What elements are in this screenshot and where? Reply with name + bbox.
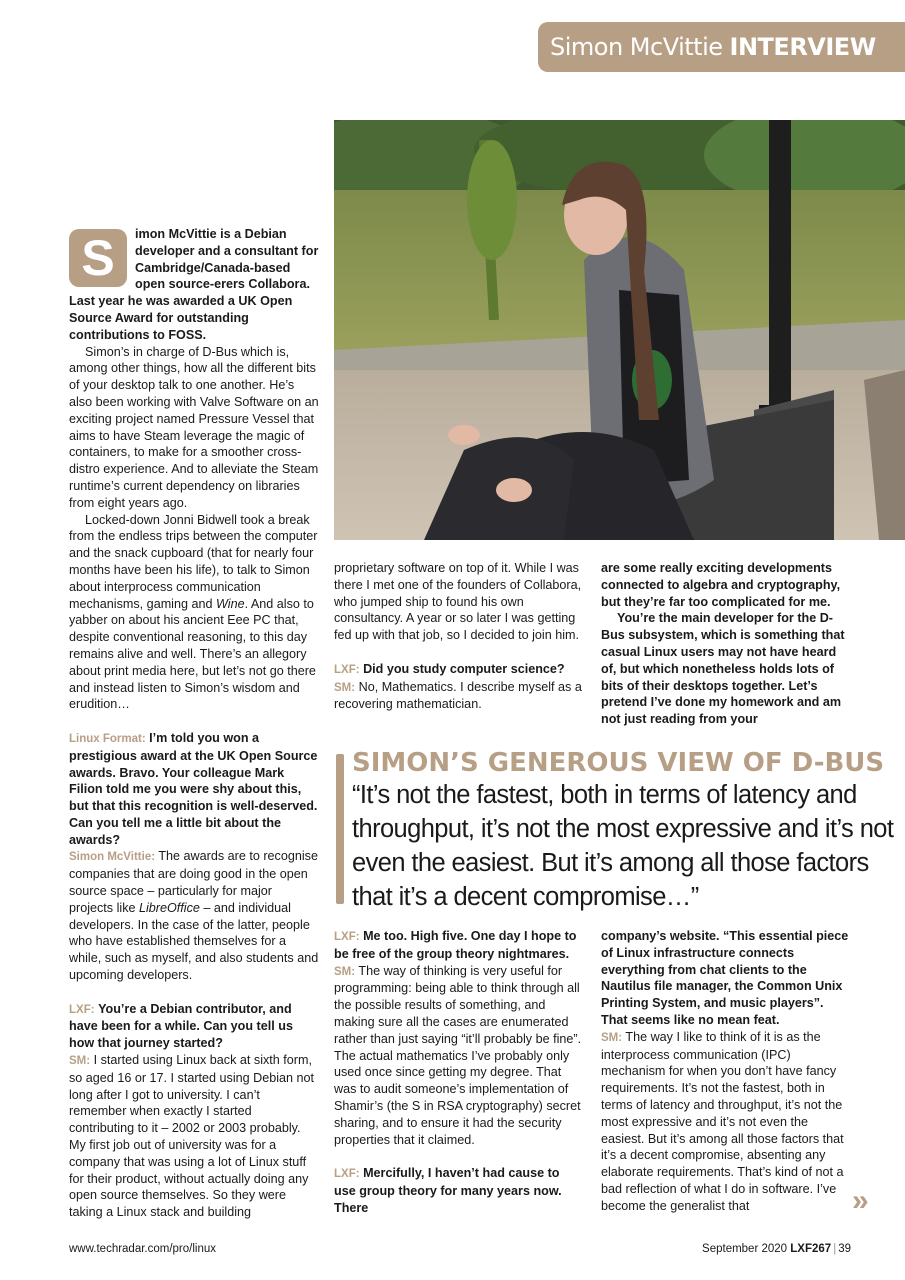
header-name: Simon McVittie: [550, 33, 723, 61]
question-group-theory: LXF: Me too. High five. One day I hope to be free of the group theory nightmares.: [334, 929, 577, 961]
column-2-top: [334, 560, 584, 713]
answer-awards: Simon McVittie: The awards are to recognise companies that are doing good in the open source space – particularly for major projects like LibreOffice – and individual developers. In the case of the latter, people who have established themselves for a while, such as myself, and also students and upcoming developers.: [69, 849, 319, 983]
section-header: [538, 22, 905, 72]
col2-continuation: proprietary software on top of it. While I was there I met one of the founders of Collabora, who jumped ship to found his own consultancy. A year or so later I was getting fed up with that job, so I decided to join him.: [334, 561, 582, 643]
column-2-bottom: [334, 928, 584, 1217]
answer-group-theory: SM: The way of thinking is very useful for programming: being able to think through all the possible results of something, and making sure all the cases are enumerated rather than just saying “it’ll probably be fine”. The actual mathematics I’ve probably only used once since getting my degree. That was to audit someone’s implementation of Shamir’s (the S in RSA cryptography) secret sharing, and to ensure it had the security properties that it claimed.: [334, 963, 582, 1147]
intro-paragraph-2: Simon’s in charge of D-Bus which is, among other things, how all the different bits of your desktop talk to one another. He’s also been working with Valve Software on an exciting project named Pressure Vessel that aims to have Steam leverage the magic of containers, to make for a smoother cross-distro experience. And to alleviate the Steam runtime’s current dependency on libraries from eight years ago.: [69, 344, 319, 510]
question-cs: LXF: Did you study computer science?: [334, 661, 565, 676]
answer-debian: SM: I started using Linux back at sixth form, so aged 16 or 17. I started using Debian not long after I got to university. I can’t remember when exactly I started contributing to it – 2002 or 2003 probably. My first job out of university was for a company that was using a lot of Linux stuff for their product, without actually doing any open source themselves. So they were taking a Linux stack and building: [69, 1053, 315, 1220]
col3-continuation: are some really exciting developments connected to algebra and cryptography, but they’re far too complicated for me.: [601, 561, 841, 609]
column-1: [69, 226, 319, 1221]
photo-of-smiling-man-on-bench-icon: [334, 120, 905, 540]
question-website: company’s website. “This essential piece of Linux infrastructure connects everything from chat clients to the Nautilus file manager, the Common Unix Printing System, and music players”. That seems like no mean feat.: [601, 929, 849, 1027]
interview-photo: [334, 120, 905, 540]
next-page-icon: »: [852, 1184, 869, 1217]
question-awards: Linux Format: I’m told you won a prestigious award at the UK Open Source awards. Bravo. Your colleague Mark Filion told me you were shy about this, but that this recognition is well-deserved. Can you tell me a little bit about the awards?: [69, 730, 318, 847]
page-number: 39: [838, 1243, 851, 1255]
pull-quote-bar: [336, 754, 344, 904]
header-label: INTERVIEW: [729, 33, 876, 61]
footer-date: September 2020: [702, 1243, 788, 1255]
intro-lead: S imon McVittie is a Debian developer and a consultant for Cambridge/Canada-based open source-erers Collabora. Last year he was awarded a UK Open Source Award for outstanding contributions to FOSS.: [69, 227, 319, 342]
question-debian: LXF: You’re a Debian contributor, and have been for a while. Can you tell us how that journey started?: [69, 1001, 293, 1051]
answer-cs: SM: No, Mathematics. I describe myself as a recovering mathematician.: [334, 679, 582, 712]
question-dbus: You’re the main developer for the D-Bus subsystem, which is something that casual Linux users may not have heard of, but which nonetheless holds lots of bits of their desktops together. Let’s pretend I’ve done my homework and am not just reading from your: [601, 611, 845, 727]
question-merciful: LXF: Mercifully, I haven’t had cause to use group theory for many years now. There: [334, 1166, 562, 1215]
footer-issue: [702, 1243, 851, 1255]
answer-ipc: SM: The way I like to think of it is as the interprocess communication (IPC) mechanism for when you don’t have fancy requirements. It’s not the fastest, both in terms of latency and throughput, it’s not the most expressive and it’s not even the easiest. But it’s among all those factors that it’s a decent compromise, absenting any elaborate requirements. That’s kind of not a bad reflection of what I do in software. I’ve become the generalist that: [601, 1029, 844, 1213]
pull-quote: [336, 748, 896, 911]
pull-quote-text: “It’s not the fastest, both in terms of latency and throughput, it’s not the most expressive and it’s not even the easiest. But it’s among all those factors that it’s a decent compromise…”: [352, 781, 894, 911]
column-3-top: [601, 560, 851, 728]
intro-paragraph-3: Locked-down Jonni Bidwell took a break from the endless trips between the computer and the snack cupboard (that for nearly four months have been his life), to talk to Simon about interprocess communication mechanisms, gaming and Wine. And also to yabber on about his ancient Eee PC that, despite conventional reasoning, to this day remains alive and well. There’s an allegory about print media here, but let’s not go there and instead listen to Simon’s wisdom and erudition…: [69, 512, 318, 712]
footer-url: www.techradar.com/pro/linux: [69, 1243, 217, 1255]
footer-issue-number: LXF267: [790, 1243, 832, 1255]
dropcap: S: [69, 229, 127, 287]
footer-separator: |: [833, 1243, 837, 1255]
pull-quote-title: SIMON’S GENEROUS VIEW OF D-BUS: [352, 748, 885, 778]
column-3-bottom: [601, 928, 851, 1215]
